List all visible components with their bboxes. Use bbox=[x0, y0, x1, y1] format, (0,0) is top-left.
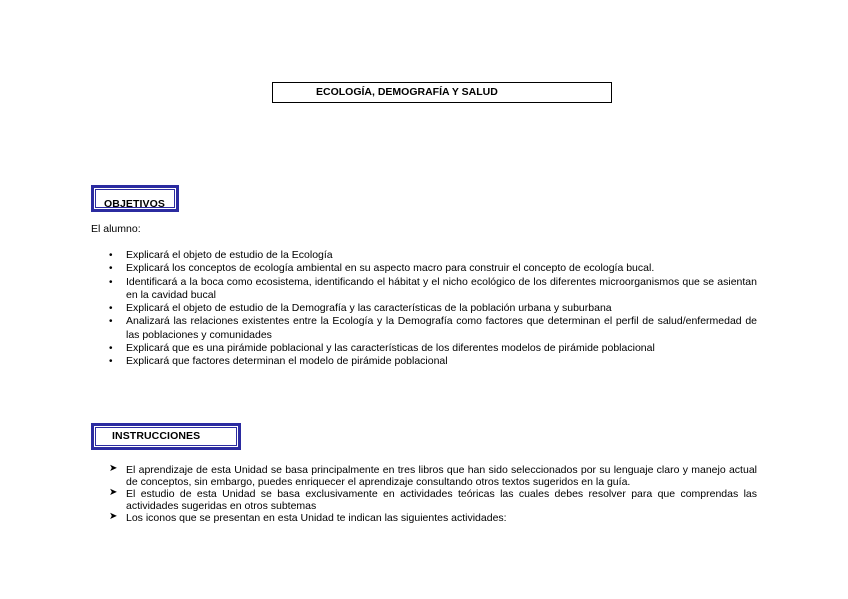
list-item: • Identificará a la boca como ecosistema, identificando el hábitat y el nicho ecológico de los diferentes microorganismos que se asientan en la cavidad bucal bbox=[109, 275, 757, 301]
objetivos-intro: El alumno: bbox=[91, 223, 141, 235]
list-item: ➤ Los iconos que se presentan en esta Unidad te indican las siguientes actividades: bbox=[109, 511, 507, 524]
objetivos-list bbox=[109, 249, 757, 369]
bullet-icon: • bbox=[109, 263, 113, 275]
list-item: • Explicará que es una pirámide poblacional y las características de los diferentes modelos de pirámide poblacional bbox=[109, 342, 655, 355]
bullet-icon: • bbox=[109, 276, 113, 288]
bullet-icon: • bbox=[109, 250, 113, 261]
arrow-bullet-icon: ➤ bbox=[109, 511, 118, 522]
bullet-icon: • bbox=[109, 303, 113, 315]
bullet-icon: • bbox=[109, 343, 113, 355]
list-item: • Explicará que factores determinan el modelo de pirámide poblacional bbox=[109, 355, 448, 368]
objetivos-heading: OBJETIVOS bbox=[104, 198, 165, 210]
list-item: • Analizará las relaciones existentes entre la Ecología y la Demografía como factores que determinan el perfil de salud/enfermedad de las poblaciones y comunidades bbox=[109, 315, 757, 341]
document-title: ECOLOGÍA, DEMOGRAFÍA Y SALUD bbox=[316, 86, 498, 98]
list-item: ➤ El aprendizaje de esta Unidad se basa principalmente en tres libros que han sido seleccionados por su lenguaje claro y manejo actual de conceptos, sin embargo, puedes enriquecer el aprendizaje consultando otros textos sugeridos en la guía. bbox=[109, 463, 757, 488]
instrucciones-list bbox=[109, 464, 757, 524]
list-item: • Explicará el objeto de estudio de la Demografía y las características de la población urbana y suburbana bbox=[109, 302, 612, 315]
instrucciones-heading: INSTRUCCIONES bbox=[112, 430, 201, 442]
objetivos-heading-box bbox=[92, 186, 178, 211]
list-item: • Explicará el objeto de estudio de la Ecología bbox=[109, 249, 333, 261]
list-item: ➤ El estudio de esta Unidad se basa exclusivamente en actividades teóricas las cuales debes resolver para que comprendas las actividades sugeridas en otros subtemas bbox=[109, 487, 757, 512]
list-item: • Explicará los conceptos de ecología ambiental en su aspecto macro para construir el concepto de ecología bucal. bbox=[109, 262, 655, 275]
bullet-icon: • bbox=[109, 316, 113, 328]
bullet-icon: • bbox=[109, 356, 113, 368]
document-title-box bbox=[272, 82, 612, 103]
arrow-bullet-icon: ➤ bbox=[109, 487, 118, 498]
instrucciones-heading-box bbox=[92, 424, 240, 449]
arrow-bullet-icon: ➤ bbox=[109, 463, 118, 474]
